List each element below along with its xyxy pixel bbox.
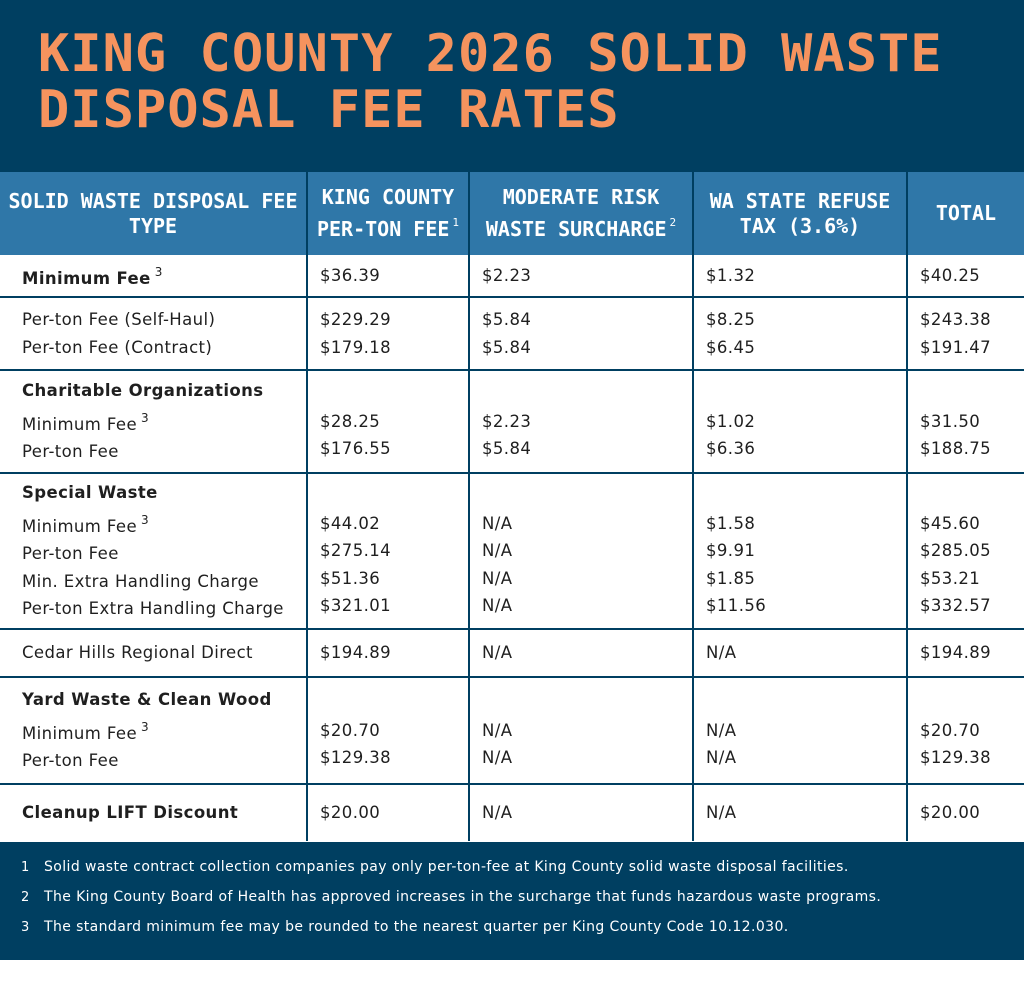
surcharge-cell: $2.23 $5.84 bbox=[469, 370, 693, 473]
state-tax-cell: $1.58 $9.91 $1.85 $11.56 bbox=[693, 473, 907, 629]
king-county-fee-cell: $44.02 $275.14 $51.36 $321.01 bbox=[307, 473, 469, 629]
footnote-ref: 1 bbox=[452, 216, 460, 229]
surcharge-cell: $5.84 $5.84 bbox=[469, 297, 693, 370]
state-tax-cell: $8.25 $6.45 bbox=[693, 297, 907, 370]
table-row bbox=[0, 784, 1024, 841]
surcharge-cell: N/A N/A N/A N/A bbox=[469, 473, 693, 629]
footnote-text: The standard minimum fee may be rounded to the nearest quarter per King County Code 10.12.030. bbox=[44, 919, 789, 935]
footnotes bbox=[0, 842, 1024, 960]
title-banner bbox=[0, 0, 1024, 172]
footnote-number: 1 bbox=[21, 860, 30, 875]
fee-rates-table bbox=[0, 172, 1024, 841]
row-label: Per-ton Fee (Self-Haul) Per-ton Fee (Contract) bbox=[0, 297, 307, 370]
total-cell: $243.38 $191.47 bbox=[907, 297, 1024, 370]
state-tax-cell: N/A bbox=[693, 629, 907, 677]
row-label: Cleanup LIFT Discount bbox=[0, 784, 307, 841]
table-row bbox=[0, 255, 1024, 297]
header-state-refuse-tax: WA STATE REFUSE TAX (3.6%) bbox=[693, 172, 907, 255]
group-label: Charitable Organizations bbox=[22, 381, 264, 401]
footnote-number: 2 bbox=[21, 890, 30, 905]
header-moderate-risk-surcharge: MODERATE RISK WASTE SURCHARGE $^2$ bbox=[469, 172, 693, 255]
footnote-text: Solid waste contract collection companies pay only per-ton-fee at King County solid waste disposal facilities. bbox=[44, 859, 849, 875]
state-tax-cell: N/A N/A bbox=[693, 677, 907, 784]
total-cell: $40.25 bbox=[907, 255, 1024, 297]
surcharge-cell: N/A N/A bbox=[469, 677, 693, 784]
row-label: Yard Waste & Clean Wood Minimum Fee $^3$ Per-ton Fee bbox=[0, 677, 307, 784]
header-king-county-fee: KING COUNTY PER-TON FEE $^1$ bbox=[307, 172, 469, 255]
total-cell: $31.50 $188.75 bbox=[907, 370, 1024, 473]
surcharge-cell: N/A bbox=[469, 784, 693, 841]
king-county-fee-cell: $20.00 bbox=[307, 784, 469, 841]
footnote bbox=[0, 855, 1024, 885]
table-row bbox=[0, 370, 1024, 473]
page-title: KING COUNTY 2026 SOLID WASTE DISPOSAL FEE RATES bbox=[38, 24, 943, 140]
state-tax-cell: $1.32 bbox=[693, 255, 907, 297]
row-label: Cedar Hills Regional Direct bbox=[0, 629, 307, 677]
table-row bbox=[0, 473, 1024, 629]
row-label: Minimum Fee $^3$ bbox=[22, 264, 163, 288]
king-county-fee-cell: $28.25 $176.55 bbox=[307, 370, 469, 473]
total-cell: $20.00 bbox=[907, 784, 1024, 841]
table-row bbox=[0, 629, 1024, 677]
footnote-ref: 2 bbox=[669, 216, 677, 229]
footnote-text: The King County Board of Health has approved increases in the surcharge that funds hazardous waste programs. bbox=[44, 889, 882, 905]
surcharge-cell: $2.23 bbox=[469, 255, 693, 297]
footnote bbox=[0, 915, 1024, 945]
header-total: TOTAL bbox=[907, 172, 1024, 255]
table-row bbox=[0, 297, 1024, 370]
state-tax-cell: $1.02 $6.36 bbox=[693, 370, 907, 473]
group-label: Special Waste bbox=[22, 483, 158, 503]
surcharge-cell: N/A bbox=[469, 629, 693, 677]
king-county-fee-cell: $20.70 $129.38 bbox=[307, 677, 469, 784]
header-fee-type: SOLID WASTE DISPOSAL FEE TYPE bbox=[0, 172, 307, 255]
king-county-fee-cell: $36.39 bbox=[307, 255, 469, 297]
row-label: Special Waste Minimum Fee $^3$ Per-ton Fee Min. Extra Handling Charge Per-ton Extra Handling Charge bbox=[0, 473, 307, 629]
table-row bbox=[0, 677, 1024, 784]
king-county-fee-cell: $194.89 bbox=[307, 629, 469, 677]
footnote-number: 3 bbox=[21, 920, 30, 935]
total-cell: $20.70 $129.38 bbox=[907, 677, 1024, 784]
table-header-row bbox=[0, 172, 1024, 255]
group-label: Yard Waste & Clean Wood bbox=[22, 690, 272, 710]
footnote bbox=[0, 885, 1024, 915]
total-cell: $194.89 bbox=[907, 629, 1024, 677]
king-county-fee-cell: $229.29 $179.18 bbox=[307, 297, 469, 370]
row-label: Charitable Organizations Minimum Fee $^3$ Per-ton Fee bbox=[0, 370, 307, 473]
total-cell: $45.60 $285.05 $53.21 $332.57 bbox=[907, 473, 1024, 629]
state-tax-cell: N/A bbox=[693, 784, 907, 841]
